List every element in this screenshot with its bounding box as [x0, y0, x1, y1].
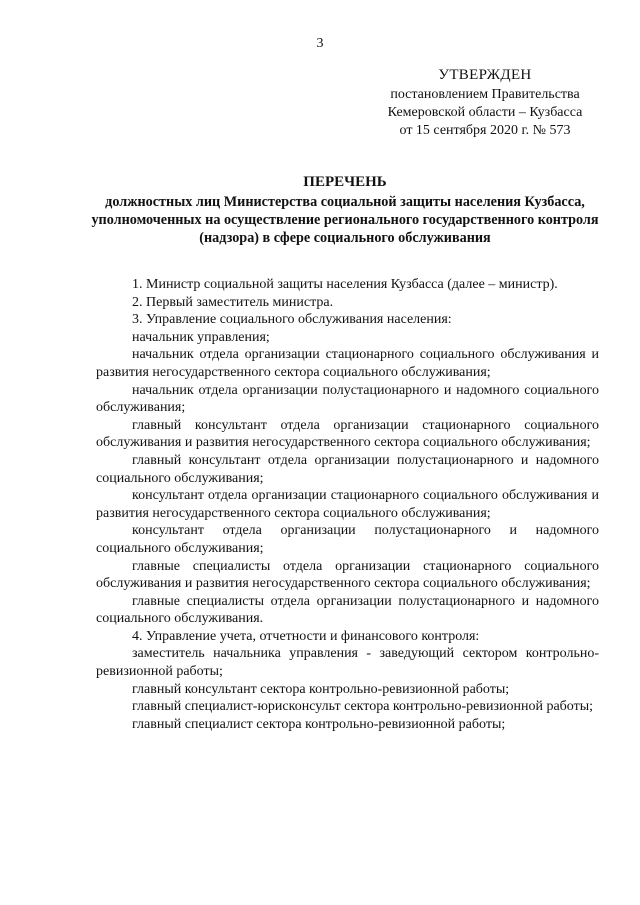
list-item: главный консультант отдела организации полустационарного и надомного социального обслуживания; [96, 452, 599, 486]
list-item: начальник отдела организации полустационарного и надомного социального обслуживания; [96, 382, 599, 416]
approval-line-date: от 15 сентября 2020 г. № 573 [399, 123, 571, 138]
list-item: 1. Министр социальной защиты населения Кузбасса (далее – министр). [132, 277, 558, 292]
list-item: главный консультант сектора контрольно-ревизионной работы; [132, 681, 510, 697]
list-item: 4. Управление учета, отчетности и финансового контроля: [132, 628, 480, 644]
list-item: главный консультант отдела организации стационарного социального обслуживания и развития негосударственного сектора социального обслуживания; [96, 417, 599, 451]
list-item: консультант отдела организации стационарного социального обслуживания и развития негосударственного сектора социального обслуживания; [96, 488, 599, 521]
document-body [96, 276, 599, 733]
document-title: ПЕРЕЧЕНЬ [303, 174, 387, 190]
approval-line-region: Кемеровской области – Кузбасса [387, 105, 583, 120]
list-item: начальник управления; [132, 329, 270, 345]
page-number: 3 [316, 36, 324, 51]
list-item: главный специалист-юрисконсульт сектора контрольно-ревизионной работы; [132, 699, 594, 715]
list-item: главные специалисты отдела организации полустационарного и надомного социального обслуживания. [96, 593, 599, 627]
list-item: главный специалист сектора контрольно-ревизионной работы; [132, 716, 506, 732]
list-item: 3. Управление социального обслуживания населения: [132, 312, 452, 328]
document-subtitle: должностных лиц Министерства социальной защиты населения Кузбасса, уполномоченных на осуществление регионального государственного контроля (надзора) в сфере социального обслуживания [91, 194, 599, 246]
list-item: 2. Первый заместитель министра. [132, 294, 334, 310]
list-item: начальник отдела организации стационарного социального обслуживания и развития негосударственного сектора социального обслуживания; [96, 347, 599, 380]
document-heading [90, 173, 600, 247]
list-item: заместитель начальника управления - заведующий сектором контрольно-ревизионной работы; [96, 646, 599, 680]
approval-line-resolution: постановлением Правительства [390, 87, 580, 102]
list-item: консультант отдела организации полустационарного и надомного социального обслуживания; [96, 523, 599, 556]
approval-heading: УТВЕРЖДЕН [438, 67, 532, 83]
list-item: главные специалисты отдела организации стационарного социального обслуживания и развития негосударственного сектора социального обслуживания; [96, 558, 599, 592]
approval-stamp-block [360, 66, 610, 140]
